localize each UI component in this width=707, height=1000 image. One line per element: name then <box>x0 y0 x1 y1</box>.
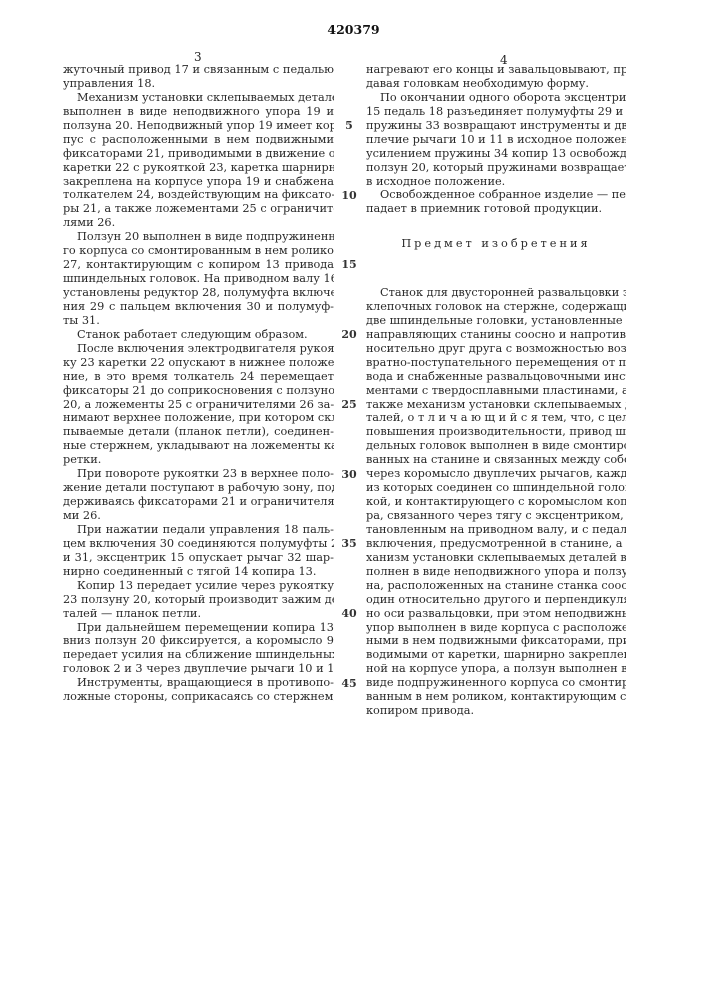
text-line: ханизм установки склепываемых деталей вы- <box>366 551 626 565</box>
text-line: 27, контактирующим с копиром 13 привода <box>63 258 334 272</box>
line-number: 40 <box>337 607 361 621</box>
text-line: При нажатии педали управления 18 паль- <box>63 523 334 537</box>
spacer <box>366 272 626 286</box>
text-line: ку 23 каретки 22 опускают в нижнее положе- <box>63 356 334 370</box>
text-line: пружины 33 возвращают инструменты и дву- <box>366 119 626 133</box>
text-line: вниз ползун 20 фиксируется, а коромысло 9 <box>63 634 334 648</box>
text-line: ментами с твердосплавными пластинами, а <box>366 384 626 398</box>
text-line: через коромысло двуплечих рычагов, каждый <box>366 467 626 481</box>
text-line: шпиндельных головок. На приводном валу 16 <box>63 272 334 286</box>
text-line: толкателем 24, воздействующим на фиксато- <box>63 188 334 202</box>
text-line: ползун 20, который пружинами возвращается <box>366 161 626 175</box>
text-line: цем включения 30 соединяются полумуфты 29 <box>63 537 334 551</box>
text-line: плечие рычаги 10 и 11 в исходное положение, <box>366 133 626 147</box>
patent-number: 420379 <box>0 22 707 37</box>
text-line: вратно-поступательного перемещения от при- <box>366 356 626 370</box>
text-line: талей — планок петли. <box>63 607 334 621</box>
text-line: ползуна 20. Неподвижный упор 19 имеет кор- <box>63 119 334 133</box>
text-line: виде подпружиненного корпуса со смонтиро- <box>366 676 626 690</box>
text-line: и 31, эксцентрик 15 опускает рычаг 32 шар- <box>63 551 334 565</box>
text-line: также механизм установки склепываемых де- <box>366 398 626 412</box>
text-line: жуточный привод 17 и связанным с педалью <box>63 63 334 77</box>
text-line: При повороте рукоятки 23 в верхнее поло- <box>63 467 334 481</box>
text-line: 23 ползуну 20, который производит зажим де- <box>63 593 334 607</box>
text-line: водимыми от каретки, шарнирно закреплен- <box>366 648 626 662</box>
line-number: 30 <box>337 468 361 482</box>
text-line: Ползун 20 выполнен в виде подпружиненно- <box>63 230 334 244</box>
text-line: включения, предусмотренной в станине, а ме- <box>366 537 626 551</box>
text-line: выполнен в виде неподвижного упора 19 и <box>63 105 334 119</box>
text-line: По окончании одного оборота эксцентрика <box>366 91 626 105</box>
text-line: направляющих станины соосно и напротив от- <box>366 328 626 342</box>
text-line: нагревают его концы и завальцовывают, при- <box>366 63 626 77</box>
text-line: Освобожденное собранное изделие — петля <box>366 188 626 202</box>
text-line: нимают верхнее положение, при котором скле- <box>63 411 334 425</box>
text-line: ние, в это время толкатель 24 перемещает <box>63 370 334 384</box>
line-number: 15 <box>337 258 361 272</box>
line-number: 5 <box>337 119 361 133</box>
text-line: ты 31. <box>63 314 334 328</box>
text-line: Механизм установки склепываемых деталей <box>63 91 334 105</box>
text-line: 15 педаль 18 разъединяет полумуфты 29 и 31, <box>366 105 626 119</box>
text-line: ные стержнем, укладывают на ложементы ка- <box>63 439 334 453</box>
line-number: 45 <box>337 677 361 691</box>
text-line: пус с расположенными в нем подвижными <box>63 133 334 147</box>
text-line: из которых соединен со шпиндельной голов- <box>366 481 626 495</box>
text-line: копиром привода. <box>366 704 626 718</box>
line-number: 35 <box>337 537 361 551</box>
text-line: жение детали поступают в рабочую зону, под- <box>63 481 334 495</box>
claims-heading: Предмет изобретения <box>366 230 626 258</box>
text-line: держиваясь фиксаторами 21 и ограничителя- <box>63 495 334 509</box>
right-column <box>366 63 626 718</box>
text-line: клепочных головок на стержне, содержащий <box>366 300 626 314</box>
spacer <box>366 216 626 230</box>
text-line: установлены редуктор 28, полумуфта включе- <box>63 286 334 300</box>
text-line: фиксаторами 21, приводимыми в движение от <box>63 147 334 161</box>
text-line: Копир 13 передает усилие через рукоятку <box>63 579 334 593</box>
text-line: талей, о т л и ч а ю щ и й с я тем, что, с целью <box>366 411 626 425</box>
text-line: ры 21, а также ложементами 25 с ограничите- <box>63 202 334 216</box>
text-line: Станок для двусторонней развальцовки за- <box>366 286 626 300</box>
text-line: тановленным на приводном валу, и с педалью <box>366 523 626 537</box>
text-line: дельных головок выполнен в виде смонтиро- <box>366 439 626 453</box>
text-line: ложные стороны, соприкасаясь со стержнем, <box>63 690 334 704</box>
text-line: управления 18. <box>63 77 334 91</box>
text-line: 20, а ложементы 25 с ограничителями 26 за- <box>63 398 334 412</box>
spacer <box>366 258 626 272</box>
text-line: головок 2 и 3 через двуплечие рычаги 10 и 11. <box>63 662 334 676</box>
page-number-right: 4 <box>500 53 508 67</box>
line-number: 10 <box>337 189 361 203</box>
text-line: пываемые детали (планок петли), соединен- <box>63 425 334 439</box>
text-line: ния 29 с пальцем включения 30 и полумуф- <box>63 300 334 314</box>
text-line: повышения производительности, привод шпин- <box>366 425 626 439</box>
text-line: ванным в нем роликом, контактирующим с <box>366 690 626 704</box>
text-line: Станок работает следующим образом. <box>63 328 334 342</box>
text-line: ра, связанного через тягу с эксцентриком, ус- <box>366 509 626 523</box>
left-column <box>63 63 334 704</box>
text-line: нирно соединенный с тягой 14 копира 13. <box>63 565 334 579</box>
text-line: давая головкам необходимую форму. <box>366 77 626 91</box>
text-line: кой, и контактирующего с коромыслом копи- <box>366 495 626 509</box>
line-number: 25 <box>337 398 361 412</box>
text-line: носительно друг друга с возможностью воз- <box>366 342 626 356</box>
text-line: полнен в виде неподвижного упора и ползу- <box>366 565 626 579</box>
text-line: лями 26. <box>63 216 334 230</box>
text-line: Инструменты, вращающиеся в противопо- <box>63 676 334 690</box>
text-line: закреплена на корпусе упора 19 и снабжена <box>63 175 334 189</box>
text-line: один относительно другого и перпендикуляр- <box>366 593 626 607</box>
text-line: усилением пружины 34 копир 13 освобождает <box>366 147 626 161</box>
text-line: передает усилия на сближение шпиндельных <box>63 648 334 662</box>
text-line: ной на корпусе упора, а ползун выполнен в <box>366 662 626 676</box>
text-line: в исходное положение. <box>366 175 626 189</box>
text-line: фиксаторы 21 до соприкосновения с ползуном <box>63 384 334 398</box>
text-line: После включения электродвигателя рукоят- <box>63 342 334 356</box>
text-line: упор выполнен в виде корпуса с расположен- <box>366 621 626 635</box>
text-line: ретки. <box>63 453 334 467</box>
text-line: го корпуса со смонтированным в нем роликом <box>63 244 334 258</box>
text-line: но оси развальцовки, при этом неподвижный <box>366 607 626 621</box>
text-line: ми 26. <box>63 509 334 523</box>
page-number-left: 3 <box>194 50 202 64</box>
text-line: каретки 22 с рукояткой 23, каретка шарнирно <box>63 161 334 175</box>
text-line: ванных на станине и связанных между собой <box>366 453 626 467</box>
text-line: две шпиндельные головки, установленные в <box>366 314 626 328</box>
text-line: на, расположенных на станине станка соосно <box>366 579 626 593</box>
text-line: ными в нем подвижными фиксаторами, при- <box>366 634 626 648</box>
text-line: вода и снабженные развальцовочными инстру- <box>366 370 626 384</box>
text-line: падает в приемник готовой продукции. <box>366 202 626 216</box>
line-number: 20 <box>337 328 361 342</box>
text-line: При дальнейшем перемещении копира 13 <box>63 621 334 635</box>
